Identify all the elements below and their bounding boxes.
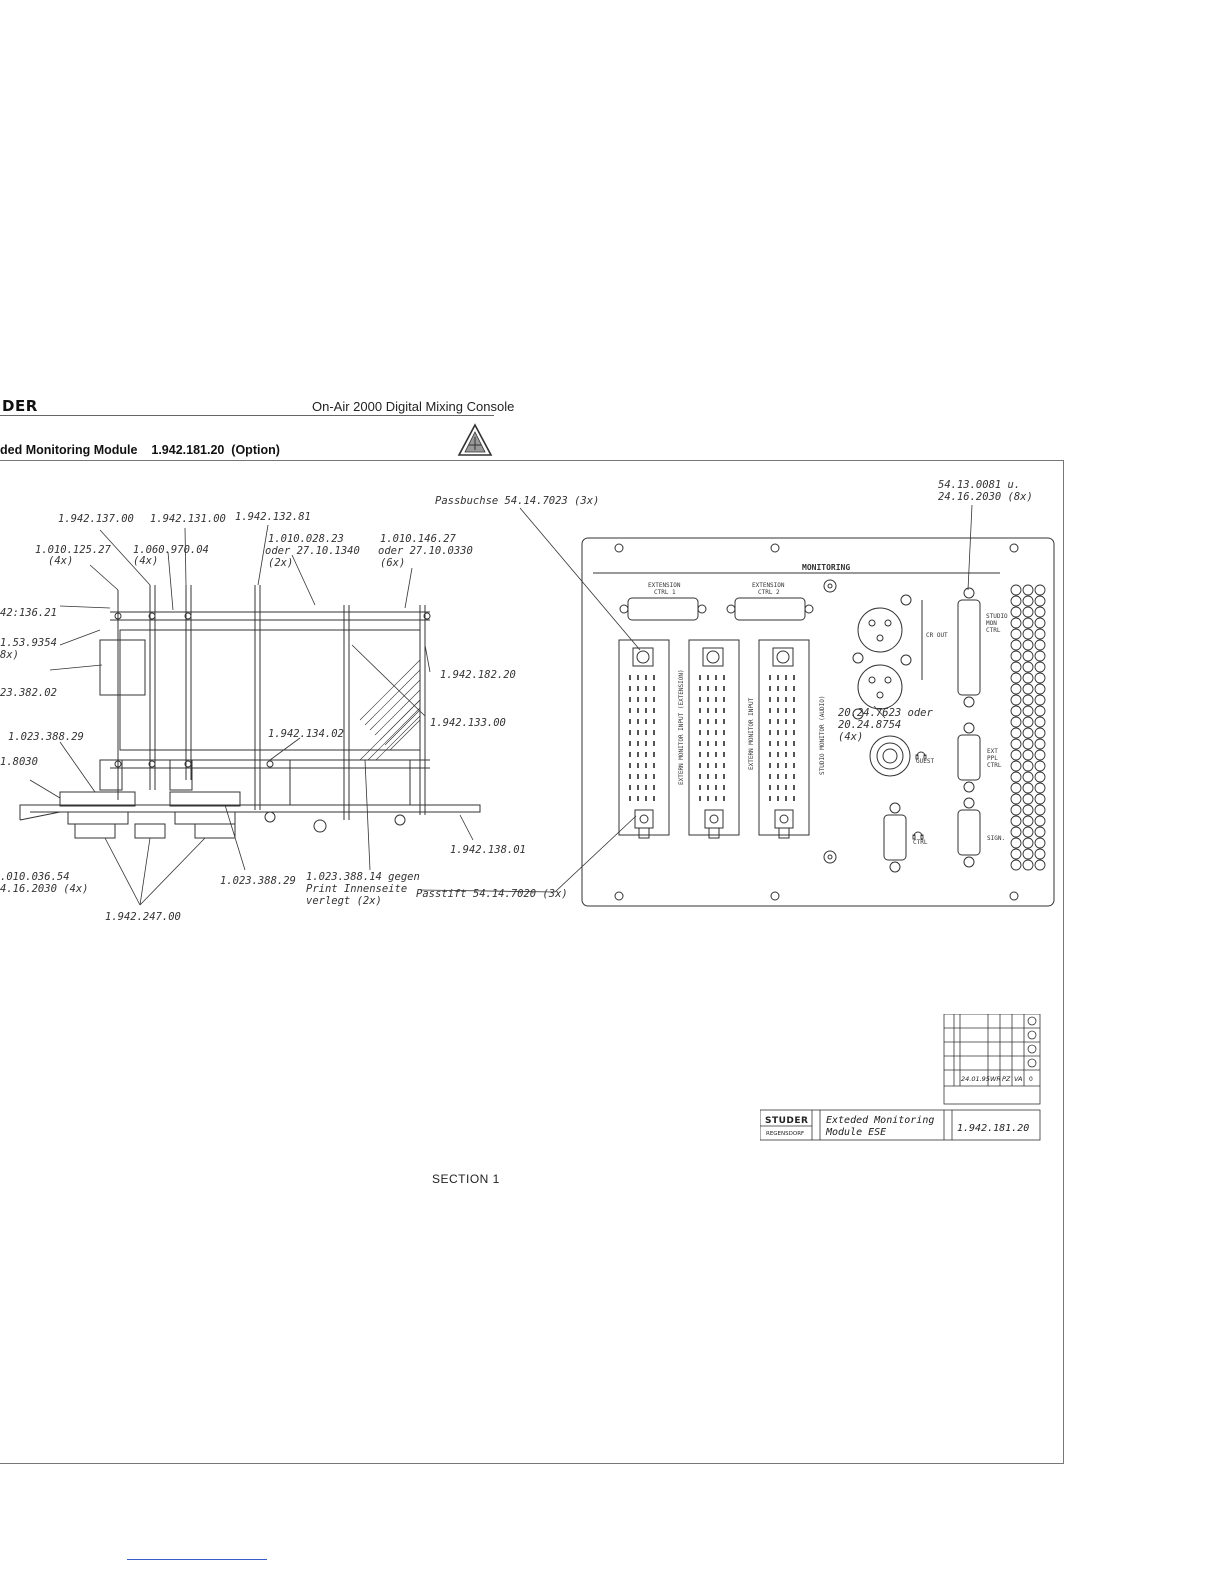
ctrl-label: CTRL [913,839,928,846]
ext-ppl-ctrl-label: CTRL [987,762,1002,769]
technical-drawing [0,460,1066,930]
side-label: 1.010.146.27 [380,533,456,545]
side-label: (2x) [268,557,294,569]
ext-ctrl-2-label: CTRL 2 [758,589,780,596]
front-panel [582,538,1054,906]
warning-triangle-icon [457,423,493,457]
title-block-location: REGENSDORF [766,1131,805,1137]
guest-label: GUEST [916,758,935,765]
side-label: Print Innenseite [306,883,408,895]
panel-label: 24.16.2030 (8x) [938,491,1033,503]
title-block [760,1014,1044,1142]
title-block-company: STUDER [765,1116,809,1126]
side-label: 1.023.388.29 [8,731,84,743]
panel-label: 20.24.7623 oder [838,707,933,719]
ext-ctrl-1-label: EXTENSION [648,582,681,589]
side-label: 1.942.134.02 [268,728,344,740]
side-label: 1.942.132.81 [235,511,311,523]
side-label: .010.036.54 [0,871,70,883]
vent-holes [1011,585,1045,870]
side-label: 4.16.2030 (4x) [0,883,89,895]
studio-mon-ctrl-label: CTRL [986,627,1001,634]
panel-label: 54.13.0081 u. [938,479,1021,491]
ext-ctrl-2-label: EXTENSION [752,582,785,589]
panel-label: Passbuchse 54.14.7023 (3x) [435,495,600,507]
panel-label: 20.24.8754 [838,719,902,731]
title-block-drawing-number: 1.942.181.20 [957,1123,1030,1134]
side-label: (6x) [380,557,406,569]
cr-out-label: CR OUT [926,632,948,639]
title-block-revision: 0 [1029,1076,1033,1083]
section-title: ded Monitoring Module 1.942.181.20 (Option) [0,443,280,457]
panel-label: Passtift 54.14.7020 (3x) [416,888,568,900]
side-label: oder 27.10.0330 [378,545,473,557]
title-block-title-2: Module ESE [826,1127,887,1138]
side-label: 1.942.137.00 [58,513,134,525]
side-label: 1.010.028.23 [268,533,344,545]
connector-2-label: EXTERN MONITOR INPUT [748,697,755,770]
side-label: 1.942.133.00 [430,717,506,729]
side-label: 1.8030 [0,756,38,768]
connector-3-label: STUDIO MONITOR (AUDIO) [819,695,826,775]
sign-label: SIGN. [987,835,1006,842]
side-label: 1.942.247.00 [105,911,181,923]
document-title: On-Air 2000 Digital Mixing Console [312,399,515,414]
title-block-initials: PZ [1002,1075,1011,1083]
side-label: oder 27.10.1340 [265,545,360,557]
studio-mon-ctrl-label: STUDIO [986,613,1008,620]
headphone-icon [913,832,923,839]
side-label: 1.942.182.20 [440,669,516,681]
side-label: 1.010.125.27 [35,544,111,556]
side-label: 1.942.131.00 [150,513,226,525]
connector-1-label: EXTERN MONITOR INPUT (EXTENSION) [678,669,685,785]
side-label: 23.382.02 [0,687,57,699]
side-label: 1.942.138.01 [450,844,526,856]
side-label: 1.060.970.04 [133,544,209,556]
side-label: (4x) [133,555,159,567]
side-label: verlegt (2x) [306,895,382,907]
footnote-rule [127,1559,267,1560]
ext-ppl-ctrl-label: PPL [987,755,998,762]
panel-title: MONITORING [802,563,851,572]
title-block-date: 24.01.95 [961,1075,990,1083]
side-label: 42:136.21 [0,607,57,619]
studer-logo-text: DER [2,397,38,415]
panel-label: (4x) [838,731,864,743]
title-block-initials: WR [990,1075,1001,1083]
side-label: (4x) [48,555,74,567]
side-label: 8x) [0,649,19,661]
header-divider [0,415,494,416]
title-block-title-1: Exteded Monitoring [826,1115,935,1126]
pin-grids [629,675,795,801]
title-block-initials: VA [1014,1075,1023,1083]
side-label: 1.023.388.29 [220,875,296,887]
ext-ppl-ctrl-label: EXT [987,748,998,755]
side-label: 1.023.388.14 gegen [306,871,420,883]
side-label: 1.53.9354 [0,637,57,649]
studio-mon-ctrl-label: MON [986,620,997,627]
section-footer: SECTION 1 [432,1172,500,1186]
ext-ctrl-1-label: CTRL 1 [654,589,676,596]
side-view [20,585,480,838]
